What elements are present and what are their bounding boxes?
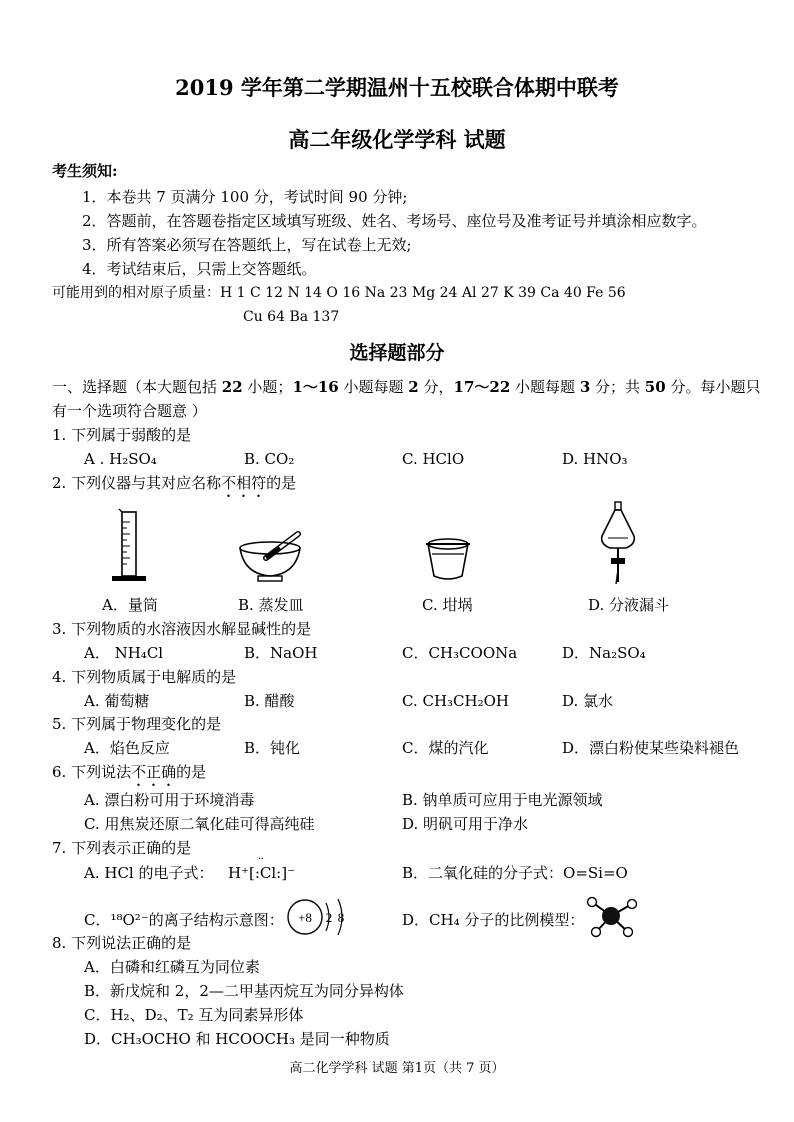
notice-item-4: 4．考试结束后，只需上交答题纸。 bbox=[82, 260, 317, 278]
nucleus-charge-label: +8 bbox=[298, 910, 312, 925]
q6-option-c: C. 用焦炭还原二氧化硅可得高纯硅 bbox=[84, 815, 315, 833]
q5-option-a: A．焰色反应 bbox=[84, 739, 170, 757]
exam-title: 2019 学年第二学期温州十五校联合体期中联考 bbox=[175, 75, 619, 100]
notice-item-1: 1．本卷共 7 页满分 100 分，考试时间 90 分钟; bbox=[82, 188, 408, 206]
q7-stem: 7. 下列表示正确的是 bbox=[52, 839, 192, 857]
q4-stem: 4. 下列物质属于电解质的是 bbox=[52, 668, 237, 686]
q1-option-c: C. HClO bbox=[402, 450, 465, 468]
q7-option-b: B．二氧化硅的分子式：O=Si=O bbox=[402, 864, 628, 882]
q8-option-a: A．白磷和红磷互为同位素 bbox=[84, 958, 260, 976]
q6-option-b: B. 钠单质可应用于电光源领域 bbox=[402, 791, 603, 809]
q7-option-c: C．¹⁸O²⁻的离子结构示意图： bbox=[84, 911, 284, 929]
q2-option-a: A．量筒 bbox=[102, 596, 158, 614]
q3-option-c: C．CH₃COONa bbox=[402, 644, 518, 662]
q6-option-d: D. 明矾可用于净水 bbox=[402, 815, 529, 833]
q6-option-a: A. 漂白粉可用于环境消毒 bbox=[84, 791, 255, 809]
oxygen-ion-structure-diagram bbox=[284, 894, 354, 940]
page-footer: 高二化学学科 试题 第1页（共 7 页） bbox=[289, 1061, 505, 1076]
q1-stem: 1. 下列属于弱酸的是 bbox=[52, 426, 192, 444]
notice-heading: 考生须知: bbox=[52, 162, 118, 180]
crucible-icon bbox=[420, 534, 476, 586]
mortar-and-pestle-icon bbox=[236, 528, 308, 586]
separatory-funnel-icon bbox=[596, 500, 640, 586]
q8-option-b: B．新戊烷和 2，2—二甲基丙烷互为同分异构体 bbox=[84, 982, 404, 1000]
atomic-masses-line1: 可能用到的相对原子质量：H 1 C 12 N 14 O 16 Na 23 Mg 24 Al 27 K 39 Ca 40 Fe 56 bbox=[52, 285, 626, 301]
q5-option-b: B．钝化 bbox=[244, 739, 301, 757]
second-shell-electrons-label: 8 bbox=[337, 910, 345, 925]
q4-option-b: B. 醋酸 bbox=[244, 692, 295, 710]
q3-stem: 3. 下列物质的水溶液因水解显碱性的是 bbox=[52, 620, 312, 638]
q6-stem: 6. 下列说法不正确的是 bbox=[52, 763, 207, 781]
q3-option-a: A． NH₄Cl bbox=[84, 644, 164, 662]
graduated-cylinder-icon bbox=[104, 508, 152, 584]
q4-option-c: C. CH₃CH₂OH bbox=[402, 692, 509, 710]
notice-item-2: 2．答题前，在答题卷指定区域填写班级、姓名、考场号、座位号及准考证号并填涂相应数字。 bbox=[82, 212, 707, 230]
q2-option-b: B. 蒸发皿 bbox=[238, 596, 304, 614]
q4-option-a: A. 葡萄糖 bbox=[84, 692, 150, 710]
exam-subtitle: 高二年级化学学科 试题 bbox=[288, 127, 506, 152]
q7-option-d: D．CH₄ 分子的比例模型： bbox=[402, 911, 585, 929]
q1-option-b: B. CO₂ bbox=[244, 450, 295, 468]
first-shell-electrons-label: 2 bbox=[325, 910, 333, 925]
notice-item-3: 3．所有答案必须写在答题纸上，写在试卷上无效; bbox=[82, 236, 412, 254]
section-intro-line1: 一、选择题（本大题包括 22 小题；1～16 小题每题 2 分，17～22 小题每题 3 分；共 50 分。每小题只 bbox=[52, 378, 761, 396]
q2-option-d: D. 分液漏斗 bbox=[588, 596, 670, 614]
q4-option-d: D. 氯水 bbox=[562, 692, 614, 710]
q2-stem: 2. 下列仪器与其对应名称不相符的是 bbox=[52, 474, 297, 492]
q5-stem: 5. 下列属于物理变化的是 bbox=[52, 715, 222, 733]
q7-electron-dots-top: ·· bbox=[258, 852, 263, 865]
atomic-masses-line2: Cu 64 Ba 137 bbox=[243, 309, 340, 325]
q1-option-d: D. HNO₃ bbox=[562, 450, 628, 468]
q5-option-d: D．漂白粉使某些染料褪色 bbox=[562, 739, 740, 757]
q3-option-b: B．NaOH bbox=[244, 644, 318, 662]
q8-stem: 8. 下列说法正确的是 bbox=[52, 934, 192, 952]
section-title: 选择题部分 bbox=[349, 342, 445, 364]
methane-space-filling-model-icon bbox=[584, 892, 640, 940]
q1-option-a: A . H₂SO₄ bbox=[84, 450, 157, 468]
q7-option-a: A. HCl 的电子式： bbox=[84, 864, 214, 882]
q8-option-d: D．CH₃OCHO 和 HCOOCH₃ 是同一种物质 bbox=[84, 1030, 390, 1048]
q7-hcl-electron-formula: H⁺[:Cl:]⁻ bbox=[228, 864, 296, 882]
q8-option-c: C．H₂、D₂、T₂ 互为同素异形体 bbox=[84, 1006, 304, 1024]
q5-option-c: C．煤的汽化 bbox=[402, 739, 489, 757]
q3-option-d: D．Na₂SO₄ bbox=[562, 644, 646, 662]
section-intro-line2: 有一个选项符合题意 ） bbox=[52, 402, 207, 420]
q2-option-c: C. 坩埚 bbox=[422, 596, 473, 614]
